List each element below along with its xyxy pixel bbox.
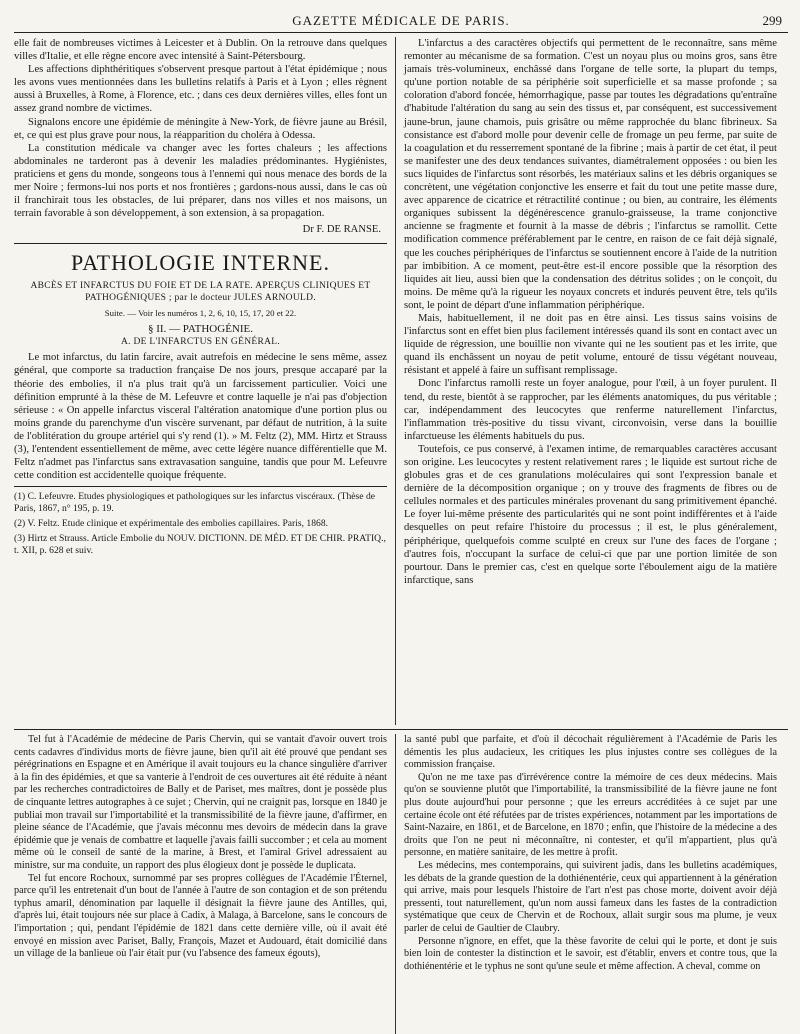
feuilleton-divider [14,729,788,730]
paragraph: Le mot infarctus, du latin farcire, avait autrefois en médecine le sens même, assez général, que comporte sa traduction française De nos jours, presque accaparé par la théorie des embolies, il n'a plus trait qu'à un farcissement particulier. Voici une définition emprunté à la thèse de M. Lefeuvre et contre laquelle je n'ai pas d'objection sérieuse : « On appelle infarctus visceral l'altération anatomique d'une portion plus ou moins grande du parenchyme d'un viscère survenant, par défaut de nutrition, à la suite de l'oblitération du groupe artériel qui s'y rend (1). » M. Feltz (2), MM. Hirtz et Strauss (3), l'entendent essentiellement de même, avec cette légère nuance différentielle que M. Feltz n'admet pas l'infarctus sans extravasation sanguine, tandis que pour M. Lefeuvre cette condition est accidentelle quoique fréquente. [14,352,387,482]
divider [14,243,387,244]
paragraph: Donc l'infarctus ramolli reste un foyer analogue, pour l'œil, à un foyer purulent. Il tend, du reste, bientôt à se rapprocher, par les éléments anatomiques, du pus véritable ; car, indépendamment des leucocytes que renferme naturellement l'infarctus, l'inflammation très-positive du tissu vivant, circonvoisin, verse dans la bouillie infarctueuse les éléments habituels du pus. [404,378,777,442]
subheading: § II. — PATHOGÉNIE. [147,323,253,336]
left-column [14,37,395,725]
article-title: ABCÈS ET INFARCTUS DU FOIE ET DE LA RATE. APERÇUS CLINIQUES ET PATHOGÉNIQUES ; par le docteur JULES ARNOULD. [30,281,371,304]
journal-title: GAZETTE MÉDICALE DE PARIS. [292,13,510,28]
right-column [396,37,777,725]
paragraph: Qu'on ne me taxe pas d'irrévérence contre la mémoire de ces deux médecins. Mais qu'on se souvienne plutôt que l'importabilité, la transmissibilité de la fièvre jaune ne font plus doute aujourd'hui pour personne ; que les erreurs accréditées à ce sujet par une certaine école ont été réfutées par de tristes expériences, notamment par les importations de Saint-Nazaire, en 1861, et de Barcelone, en 1870 ; enfin, que l'histoire de la médecine a des droits que l'on ne peut ni méconnaître, ni contester, et qu'il m'appartient, plus qu'à personne, en matière sanitaire, de les mettre à profit. [404,771,777,859]
paragraph: Les médecins, mes contemporains, qui suivirent jadis, dans les bulletins académiques, les débats de la grande question de la dothiénentérie, ceux qui appartiennent à la génération qui arrive, mais pour lesquels l'histoire de l'art n'est pas chose morte, doivent avoir déjà pressenti, tout naturellement, qu'un nom aussi fameux dans les fastes de la contradiction systématique que ceux de Chervin et de Rochoux, allait surgir sous ma plume, je veux parler de celui de Gaultier de Claubry. [404,859,777,934]
footnote-divider [14,486,387,487]
footnote: (1) C. Lefeuvre. Etudes physiologiques et pathologiques sur les infarctus viscéraux. (Thèse de Paris, 1867, n° 195, p. 19. [14,491,375,515]
footnote: (3) Hirtz et Strauss. Article Embolie du NOUV. DICTIONN. DE MÉD. ET DE CHIR. PRATIQ., t. XII, p. 628 et suiv. [14,533,386,557]
paragraph: Mais, habituellement, il ne doit pas en être ainsi. Les tissus sains voisins de l'infarctus sont en effet bien plus facilement intéressés quand ils sont en contact avec un liquide de régression, une bouillie non vivante qui ne les soutient pas et les irrite, que quand ils enchâssent un noyau de petit volume, entouré de tissu végétant nouveau, résistant et appelé à faire un suffisant remplissage. [404,312,777,377]
feuilleton-left-column [14,734,395,1034]
paragraph: la santé publ que parfaite, et d'où il décochait régulièrement à l'Académie de Paris les démentis les plus audacieux, les critiques les plus injustes contre ses collègues de la commission française. [404,734,777,771]
footnote: (2) V. Feltz. Etude clinique et expérimentale des embolies capillaires. Paris, 1868. [14,518,329,530]
author-signature: Dr F. DE RANSE. [302,224,381,236]
paragraph: Tel fut à l'Académie de médecine de Paris Chervin, qui se vantait d'avoir ouvert trois cents cadavres d'individus morts de fièvre jaune, bien qu'il ait été prouvé que pendant ses pérégrinations en Espagne et en Amérique il avait toujours eu la chance singulière d'arriver à la fin des épidémies, et que sa vanterie à l'endroit de ces ouvertures ait été réduite à néant par les recherches contradictoires de Bally et de Pariset, mes maîtres, dont je possède plus de cinquante lettres autographes à ce sujet ; Chervin, qui ne craignit pas, lorsque en 1840 je publiai mon travail sur l'importabilité et la transmissibilité de la fièvre jaune, d'affirmer, en pleine séance de l'Académie, que j'avais méconnu mes devoirs de médecin dans la grave épidémie que je venais de combattre et laquelle j'avais failli succomber ; et cela au moment même où le conseil de santé de la marine, à Brest, et l'amiral Grivel adressaient au ministre, sur ma conduite, un rapport des plus élogieux dont je possède le duplicata. [14,734,387,871]
continuation-note: Suite. — Voir les numéros 1, 2, 6, 10, 15, 17, 20 et 22. [104,308,297,319]
paragraph: Signalons encore une épidémie de méningite à New-York, de fièvre jaune au Brésil, et, ce qui est plus grave pour nous, la réapparition du choléra à Odessa. [14,116,387,141]
paragraph: Personne n'ignore, en effet, que la thèse favorite de celui qui le porte, et dont je suis bien loin de contester la distinction et le savoir, est d'établir, envers et contre tous, que la dothiénentérie et le typhus ne sont qu'une seule et même affection. A cheval, comme on [404,935,777,972]
feuilleton-section [14,734,788,1034]
paragraph: elle fait de nombreuses victimes à Leicester et à Dublin. On la retrouve dans quelques villes d'Italie, et elle règne encore avec intensité à Saint-Pétersbourg. [14,38,387,63]
paragraph: La constitution médicale va changer avec les fortes chaleurs ; les affections abdominales ne tarderont pas à devenir les maladies prédominantes. Hygiénistes, praticiens et gens du monde, songeons tous à l'ennemi qui nous menace des bords de la mer Noire ; fermons-lui nos ports et nos frontières ; gardons-nous aussi, dans le cas où il franchirait tous les obstacles, de lui préparer, dans nos villes et nos maisons, un terrain favorable à son développement, à son extension, à sa propagation. [14,142,387,220]
running-header [14,10,788,33]
upper-columns [14,37,788,725]
paragraph: Les affections diphthéritiques s'observent presque partout à l'état épidémique ; nous les avons vues mentionnées dans les bulletins relatifs à Paris et à Lyon ; elles règnent aussi à Bruxelles, à Rome, à Florence, etc. ; dans ces deux dernières villes, elles font un assez grand nombre de victimes. [14,64,387,115]
paragraph: Toutefois, ce pus conservé, à l'examen intime, de remarquables caractères accusant son origine. Les leucocytes y restent relativement rares ; le liquide est surtout riche de globules gras et de ces granulations moléculaires qui sont l'expression banale et dernière de la décomposition organique ; on y trouve des fragments de fibres ou de cellules normales et des particules minérales provenant du sang primitivement épanché. Le foyer lui-même présente des particularités qui ne sont point indifférentes et à l'aide desquelles on peut refaire l'histoire du processus ; il est, le plus généralement, périphérique, quelquefois comme sculpté en creux sur l'une des faces de l'organe ; d'autres fois, n'occupant la surface de celui-ci que par une portion limitée de son pourtour. Dans le premier cas, c'est en quelque sorte l'éboulement aigu de la matière infarctique, sans [404,443,777,586]
section-heading: PATHOLOGIE INTERNE. [71,250,330,276]
paragraph: L'infarctus a des caractères objectifs qui permettent de le reconnaître, sans même remonter au mécanisme de sa formation. C'est un noyau plus ou moins gros, sans être jamais très-volumineux, enchâssé dans l'organe de telle sorte, la plupart du temps, qu'une portion notable de sa périphérie soit superficielle et sa masse profonde ; sa coloration d'abord foncée, hémorrhagique, passe par toutes les dégradations qu'entraîne d'habitude l'altération du sang au sein des tissus et, par conséquent, est successivement jaune-brun, jaune chamois, puis grisâtre ou même rapprochée du blanc fibrineux. Sa consistance est d'abord molle pour devenir celle de fromage un peu ferme, par suite de la coagulation et du resserrement spontané de la fibrine ; mais à partir de cet état, il peut se manifester une des deux tendances suivantes, diamétralement opposées : ou bien les sucs liquides de l'infarctus sont résorbés, les matériaux salins et les débris organiques se concrètent, une végétation conjonctive les enserre et fait du tout une petite masse dure, avec apparence de cicatrice et rétractilité continue ; ou bien, au contraire, les éléments organiques subissent la dégénérescence granulo-graisseuse, la trame conjonctive ancienne se fragmente et fournit à la masse de débris ; l'infarctus se ramollit. Cette modification commence préférablement par le centre, en raison de ce fait déjà signalé, que les couches périphériques de l'infarctus se soutiennent encore à l'aide de la nutrition par imbibition. A ce moment, peut-être est-il encore possible que la résorption des liquides ait lieu, aussi bien que la condensation des détritus solides ; on le conçoit, du moins. De même qu'à la rigueur les noyaux concrets et indurés peuvent être, tels qu'ils sont, le point de départ d'une inflammation périphérique. [404,38,777,311]
subheading-secondary: A. DE L'INFARCTUS EN GÉNÉRAL. [120,337,281,348]
paragraph: Tel fut encore Rochoux, surnommé par ses propres collègues de l'Académie l'Éternel, parce qu'il les entretenait d'un bout de l'année à l'autre de son contagion et de son prétendu typhus amaril, dénomination par laquelle il désignait la fièvre jaune des Antilles, qui, d'après lui, était toujours née sur place à Cadix, à Malaga, à Barcelone, sans le concours de l'importation ; qui, pendant l'épidémie de 1821 dans cette dernière ville, où il avait été envoyé en mission avec Pariset, Bally, François, Mazet et Audouard, était domicilié dans un village de la banlieue où l'air était pur (vu l'absence des fameux égouts), [14,872,387,960]
feuilleton-right-column [396,734,777,1034]
page-number: 299 [762,13,782,28]
